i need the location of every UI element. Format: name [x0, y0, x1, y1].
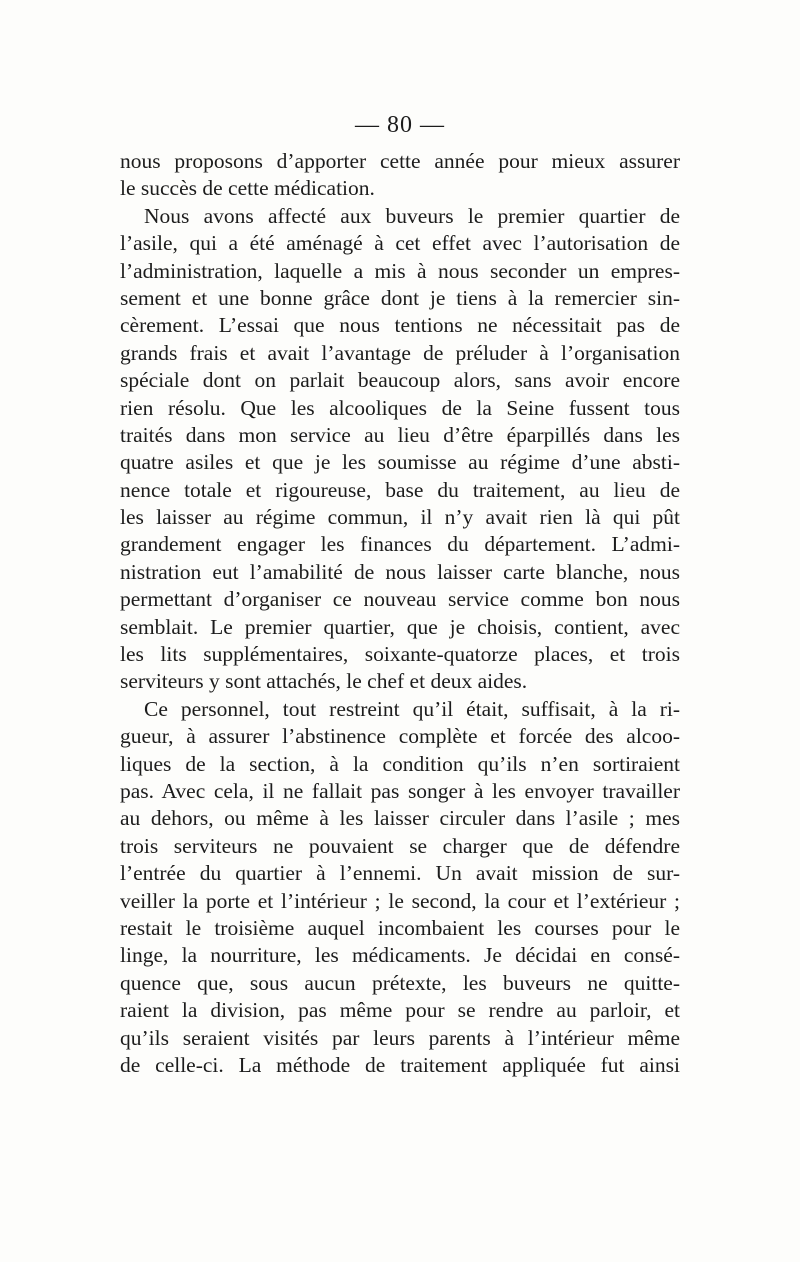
text-line: restait le troisième auquel incombaient les courses pour le	[120, 915, 680, 940]
text-line: nence totale et rigoureuse, base du traitement, au lieu de	[120, 477, 680, 502]
text-line: permettant d’organiser ce nouveau service comme bon nous	[120, 587, 680, 612]
text-line: le succès de cette médication.	[120, 176, 375, 201]
text-line: grandement engager les finances du département. L’admi-	[120, 532, 680, 557]
text-line: sement et une bonne grâce dont je tiens à la remercier sin-	[120, 285, 680, 310]
text-line: linge, la nourriture, les médicaments. Je décidai en consé-	[120, 943, 680, 968]
text-line: l’entrée du quartier à l’ennemi. Un avait mission de sur-	[120, 861, 680, 886]
text-line: l’administration, laquelle a mis à nous seconder un empres-	[120, 258, 680, 283]
text-line: nistration eut l’amabilité de nous laisser carte blanche, nous	[120, 559, 680, 584]
text-line: Nous avons affecté aux buveurs le premier quartier de	[144, 203, 680, 228]
text-line: rien résolu. Que les alcooliques de la Seine fussent tous	[120, 395, 680, 420]
page-number: — 80 —	[355, 112, 445, 138]
text-line: au dehors, ou même à les laisser circuler dans l’asile ; mes	[120, 806, 680, 831]
text-line: semblait. Le premier quartier, que je choisis, contient, avec	[120, 614, 680, 639]
text-line: cèrement. L’essai que nous tentions ne nécessitait pas de	[120, 313, 680, 338]
text-line: spéciale dont on parlait beaucoup alors, sans avoir encore	[120, 368, 680, 393]
text-line: l’asile, qui a été aménagé à cet effet avec l’autorisation de	[120, 231, 680, 256]
text-line: liques de la section, à la condition qu’ils n’en sortiraient	[120, 751, 680, 776]
text-line: les laisser au régime commun, il n’y avait rien là qui pût	[120, 505, 680, 530]
text-line: veiller la porte et l’intérieur ; le second, la cour et l’extérieur ;	[120, 888, 680, 913]
text-line: pas. Avec cela, il ne fallait pas songer à les envoyer travailler	[120, 778, 680, 803]
text-line: de celle-ci. La méthode de traitement appliquée fut ainsi	[120, 1052, 680, 1077]
text-line: serviteurs y sont attachés, le chef et deux aides.	[120, 669, 528, 694]
text-line: Ce personnel, tout restreint qu’il était, suffisait, à la ri-	[144, 696, 680, 721]
text-line: nous proposons d’apporter cette année pour mieux assurer	[120, 149, 680, 173]
text-line: quatre asiles et que je les soumisse au régime d’une absti-	[120, 450, 680, 475]
text-line: gueur, à assurer l’abstinence complète et forcée des alcoo-	[120, 724, 680, 749]
text-line: trois serviteurs ne pouvaient se charger que de défendre	[120, 833, 680, 858]
text-line: traités dans mon service au lieu d’être éparpillés dans les	[120, 422, 680, 447]
text-line: qu’ils seraient visités par leurs parents à l’intérieur même	[120, 1025, 680, 1050]
text-line: grands frais et avait l’avantage de préluder à l’organisation	[120, 340, 680, 365]
text-line: les lits supplémentaires, soixante-quatorze places, et trois	[120, 642, 680, 667]
text-line: quence que, sous aucun prétexte, les buveurs ne quitte-	[120, 970, 680, 995]
text-line: raient la division, pas même pour se rendre au parloir, et	[120, 998, 680, 1023]
body-text	[120, 148, 680, 1079]
